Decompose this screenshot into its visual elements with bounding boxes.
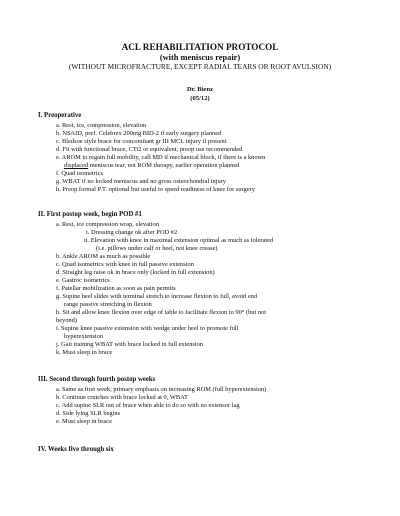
section-weeks-two-four-title: III. Second through fourth postop weeks (38, 376, 156, 383)
list-item: e. AROM to regain full mobility, call MD if mechanical block, if there is a known (56, 154, 266, 161)
document-title: ACL REHABILITATION PROTOCOL (121, 42, 279, 52)
document-scope-note: (WITHOUT MICROFRACTURE, EXCEPT RADIAL TEARS OR ROOT AVULSION) (68, 62, 332, 71)
continuation-text: meniscus tear, not ROM therapy, earlier operation planned (88, 162, 240, 169)
list-item-continuation: hyperextension (64, 333, 104, 340)
section-first-postop-week-title: II. First postop week, begin POD #1 (38, 211, 142, 218)
list-item: b. NSAID, pref. Celebrex 200mg BID-2 if early surgery planned (56, 130, 222, 137)
list-item: c. Bledsoe style brace for concomitant gr III MCL injury if present (56, 138, 227, 145)
sub-list-item: ii. Elevation with knee in maximal extension optimal as much as tolerated (84, 237, 274, 244)
list-item: g. Supine heel slides with terminal stretch to increase flexion to full, avoid end (56, 293, 258, 300)
list-item: b. Continue crutches with brace locked at 0, WBAT (56, 394, 188, 401)
list-item: i. Supine knee passive extension with wedge under heel to promote full (56, 325, 239, 332)
list-item-continuation (64, 162, 239, 170)
document-date: (05/12) (190, 94, 210, 102)
list-item: d. Straight leg raise ok in brace only (locked in full extension) (56, 269, 215, 276)
section-weeks-five-six-title: IV. Weeks five through six (38, 446, 114, 453)
list-item: b. Ankle AROM as much as possible (56, 253, 151, 260)
list-item: f. Patellar mobilization as soon as pain permits (56, 285, 176, 292)
author-block (0, 86, 400, 103)
underlined-word: displaced (64, 162, 89, 169)
list-item: a. Rest, ice compression wrap, elevation (56, 221, 159, 228)
list-item: e. Gastroc isometrics (56, 277, 110, 284)
list-item-continuation: range passive stretching in flexion (64, 301, 152, 308)
list-item: d. Side lying SLR begins (56, 410, 121, 417)
list-item-continuation: beyond) (56, 317, 77, 324)
author-name: Dr. Bienz (186, 86, 214, 93)
list-item: j. Gait training WBAT with brace locked in full extension (56, 341, 204, 348)
sub-list-item-continuation: (i.e. pillows under calf or heel, not knee crease) (96, 245, 218, 252)
list-item: c. Quad isometrics with knee in full passive extension (56, 261, 194, 268)
document-subtitle: (with meniscus repair) (159, 52, 241, 62)
list-item: k. Must sleep in brace (56, 349, 113, 356)
list-item: h. Preop formal P.T. optional but useful to speed readiness of knee for surgery (56, 186, 255, 193)
list-item: f. Quad isometrics (56, 170, 104, 177)
document-header (0, 42, 400, 71)
list-item: d. Fit with functional brace, CTi2 or equivalent, preop use recommended (56, 146, 243, 153)
list-item: c. Add supine SLR out of brace when able to do so with no extensor lag (56, 402, 240, 409)
sub-list-item: i. Dressing change ok after POD #2 (86, 229, 178, 236)
list-item: e. Must sleep in brace (56, 418, 112, 425)
list-item: a. Rest, ice, compression, elevation (56, 122, 147, 129)
list-item: g. WBAT if no locked meniscus and no gross osteochondral injury (56, 178, 226, 185)
list-item: h. Sit and allow knee flexion over edge of table to facilitate flexion to 90° (but not (56, 309, 267, 316)
section-preoperative-title: I. Preoperative (38, 112, 82, 119)
list-item: a. Same as first week, primary emphasis on increasing ROM (full hyperextension) (56, 386, 267, 393)
